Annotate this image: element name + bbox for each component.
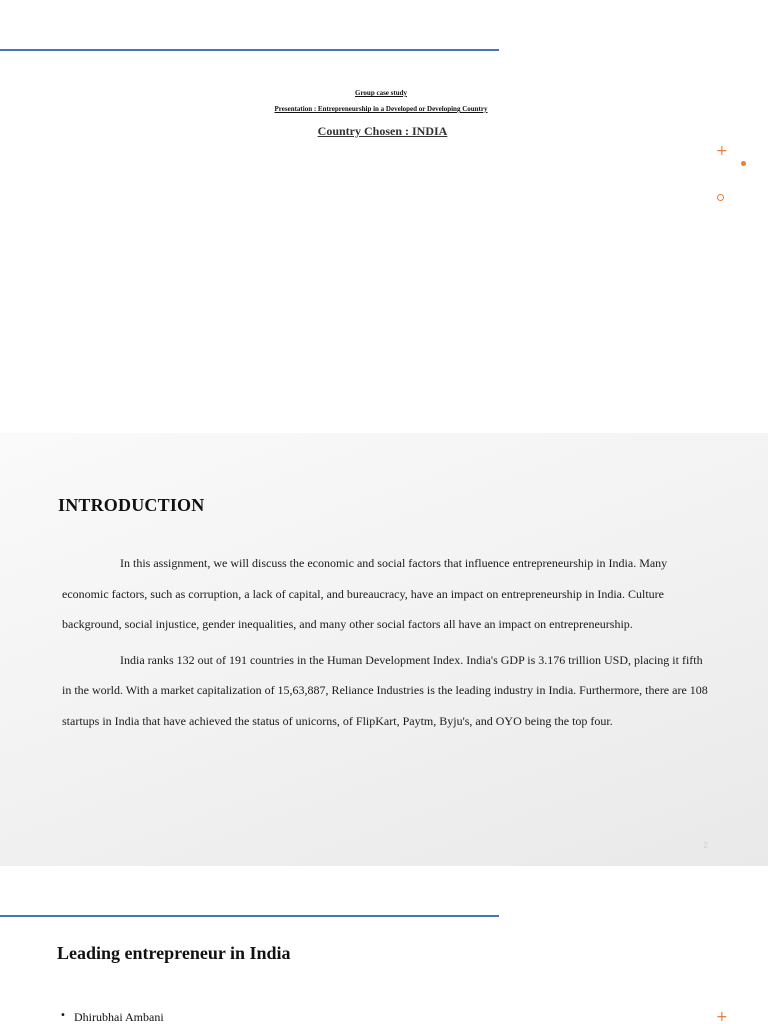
country-chosen-heading: Country Chosen : INDIA bbox=[317, 124, 448, 138]
case-study-label: Group case study bbox=[355, 89, 407, 97]
accent-divider bbox=[0, 915, 499, 917]
page-number: 2 bbox=[703, 841, 708, 850]
ring-decoration-icon bbox=[717, 194, 724, 201]
leading-entrepreneur-heading: Leading entrepreneur in India bbox=[57, 943, 291, 963]
entrepreneur-list bbox=[60, 1010, 164, 1024]
intro-paragraph: India ranks 132 out of 191 countries in the Human Development Index. India's GDP is 3.176 trillion USD, placing it fifth in the world. With a market capitalization of 15,63,887, Reliance Industries is the leading industry in India. Furthermore, there are 108 startups in India that have achieved the status of unicorns, of FlipKart, Paytm, Byju's, and OYO being the top four. bbox=[62, 652, 708, 728]
introduction-body bbox=[62, 548, 712, 741]
intro-paragraph: In this assignment, we will discuss the economic and social factors that influence entrepreneurship in India. Many economic factors, such as corruption, a lack of capital, and bureaucracy, have an impact on entrepreneurship in India. Culture background, social injustice, gender inequalities, and many other social factors all have an impact on entrepreneurship. bbox=[62, 556, 668, 631]
list-item-label: Dhirubhai Ambani bbox=[74, 1010, 164, 1024]
slide-title bbox=[0, 0, 768, 433]
presentation-subtitle: Presentation : Entrepreneurship in a Developed or Developing Country bbox=[274, 105, 488, 113]
dot-decoration-icon bbox=[741, 161, 746, 166]
bullet-icon: • bbox=[60, 1010, 66, 1021]
plus-decoration-icon: + bbox=[716, 1009, 728, 1024]
list-item bbox=[60, 1010, 164, 1024]
accent-divider bbox=[0, 49, 499, 51]
slide-leading-entrepreneur bbox=[0, 866, 768, 1024]
plus-decoration-icon: + bbox=[716, 143, 728, 159]
introduction-heading: INTRODUCTION bbox=[58, 495, 205, 515]
slide-introduction bbox=[0, 433, 768, 866]
